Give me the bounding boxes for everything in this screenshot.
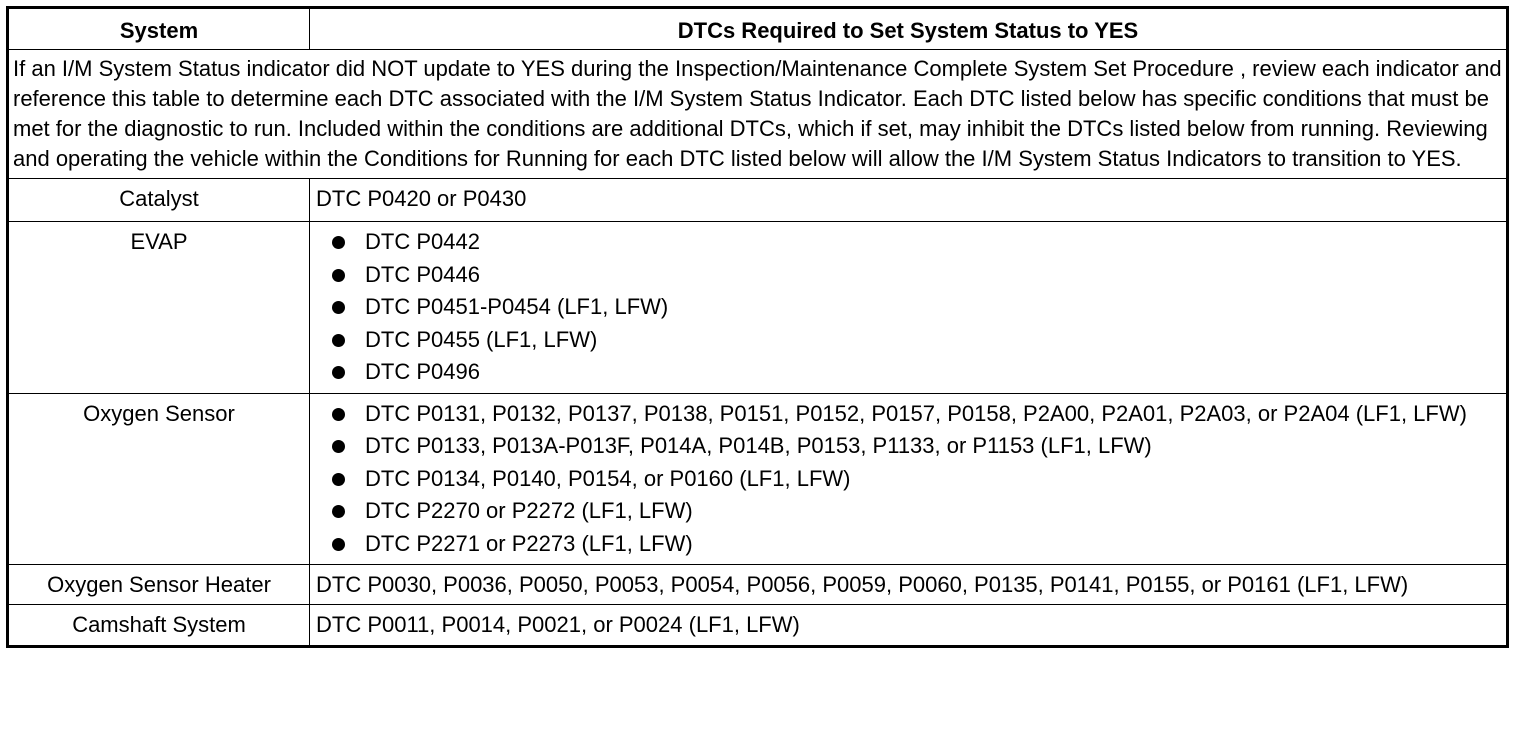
table-row — [8, 222, 1508, 394]
list-item — [332, 226, 1506, 259]
table-row — [8, 605, 1508, 647]
table-row — [8, 179, 1508, 222]
table-row — [8, 393, 1508, 565]
dtc-item-text: DTC P0446 — [365, 261, 480, 287]
bullet-icon — [332, 408, 345, 421]
bullet-icon — [332, 269, 345, 282]
bullet-icon — [332, 236, 345, 249]
system-name: Camshaft System — [8, 605, 310, 647]
list-item — [332, 495, 1506, 528]
bullet-icon — [332, 301, 345, 314]
dtc-text: DTC P0011, P0014, P0021, or P0024 (LF1, LFW) — [310, 605, 1508, 647]
dtc-item-text: DTC P0451-P0454 (LF1, LFW) — [365, 294, 669, 319]
dtc-text: DTC P0420 or P0430 — [310, 179, 1508, 222]
system-name: Oxygen Sensor Heater — [8, 565, 310, 605]
table-row — [8, 565, 1508, 605]
dtc-list — [310, 394, 1506, 565]
intro-text: If an I/M System Status indicator did NOT update to YES during the Inspection/Maintenance Complete System Set Procedure , review each indicator and reference this table to determine each DTC associated with the I/M System Status Indicator. Each DTC listed below has specific conditions that must be met for the diagnostic to run. Included within the conditions are additional DTCs, which if set, may inhibit the DTCs listed below from running. Reviewing and operating the vehicle within the Conditions for Running for each DTC listed below will allow the I/M System Status Indicators to transition to YES. — [8, 50, 1508, 179]
system-name: Catalyst — [8, 179, 310, 222]
dtc-text: DTC P0030, P0036, P0050, P0053, P0054, P0056, P0059, P0060, P0135, P0141, P0155, or P0161 (LF1, LFW) — [310, 565, 1508, 605]
bullet-icon — [332, 366, 345, 379]
intro-row — [8, 50, 1508, 179]
dtc-system-status-table — [6, 6, 1509, 648]
header-row — [8, 8, 1508, 50]
system-name: Oxygen Sensor — [8, 393, 310, 565]
dtc-cell — [310, 222, 1508, 394]
bullet-icon — [332, 505, 345, 518]
dtc-cell — [310, 393, 1508, 565]
dtc-item-text: DTC P2271 or P2273 (LF1, LFW) — [365, 530, 693, 556]
dtc-item-text: DTC P0496 — [365, 359, 480, 384]
dtc-list — [310, 222, 1506, 393]
bullet-icon — [332, 473, 345, 486]
header-dtcs: DTCs Required to Set System Status to YES — [310, 8, 1508, 50]
dtc-item-text: DTC P0442 — [365, 229, 480, 254]
bullet-icon — [332, 538, 345, 551]
bullet-icon — [332, 440, 345, 453]
list-item — [332, 463, 1506, 496]
list-item — [332, 528, 1506, 561]
list-item — [332, 356, 1506, 389]
list-item — [332, 291, 1506, 324]
list-item — [332, 324, 1506, 357]
list-item — [332, 398, 1506, 431]
list-item — [332, 259, 1506, 292]
bullet-icon — [332, 334, 345, 347]
dtc-item-text: DTC P0133, P013A-P013F, P014A, P014B, P0153, P1133, or P1153 (LF1, LFW) — [365, 433, 1152, 458]
dtc-item-text: DTC P0455 (LF1, LFW) — [365, 326, 598, 352]
dtc-item-text: DTC P0134, P0140, P0154, or P0160 (LF1, LFW) — [365, 465, 851, 491]
system-name: EVAP — [8, 222, 310, 394]
header-system: System — [8, 8, 310, 50]
list-item — [332, 430, 1506, 463]
dtc-item-text: DTC P0131, P0132, P0137, P0138, P0151, P0152, P0157, P0158, P2A00, P2A01, P2A03, or P2A04 (LF1, LFW) — [365, 400, 1467, 426]
dtc-item-text: DTC P2270 or P2272 (LF1, LFW) — [365, 498, 693, 523]
